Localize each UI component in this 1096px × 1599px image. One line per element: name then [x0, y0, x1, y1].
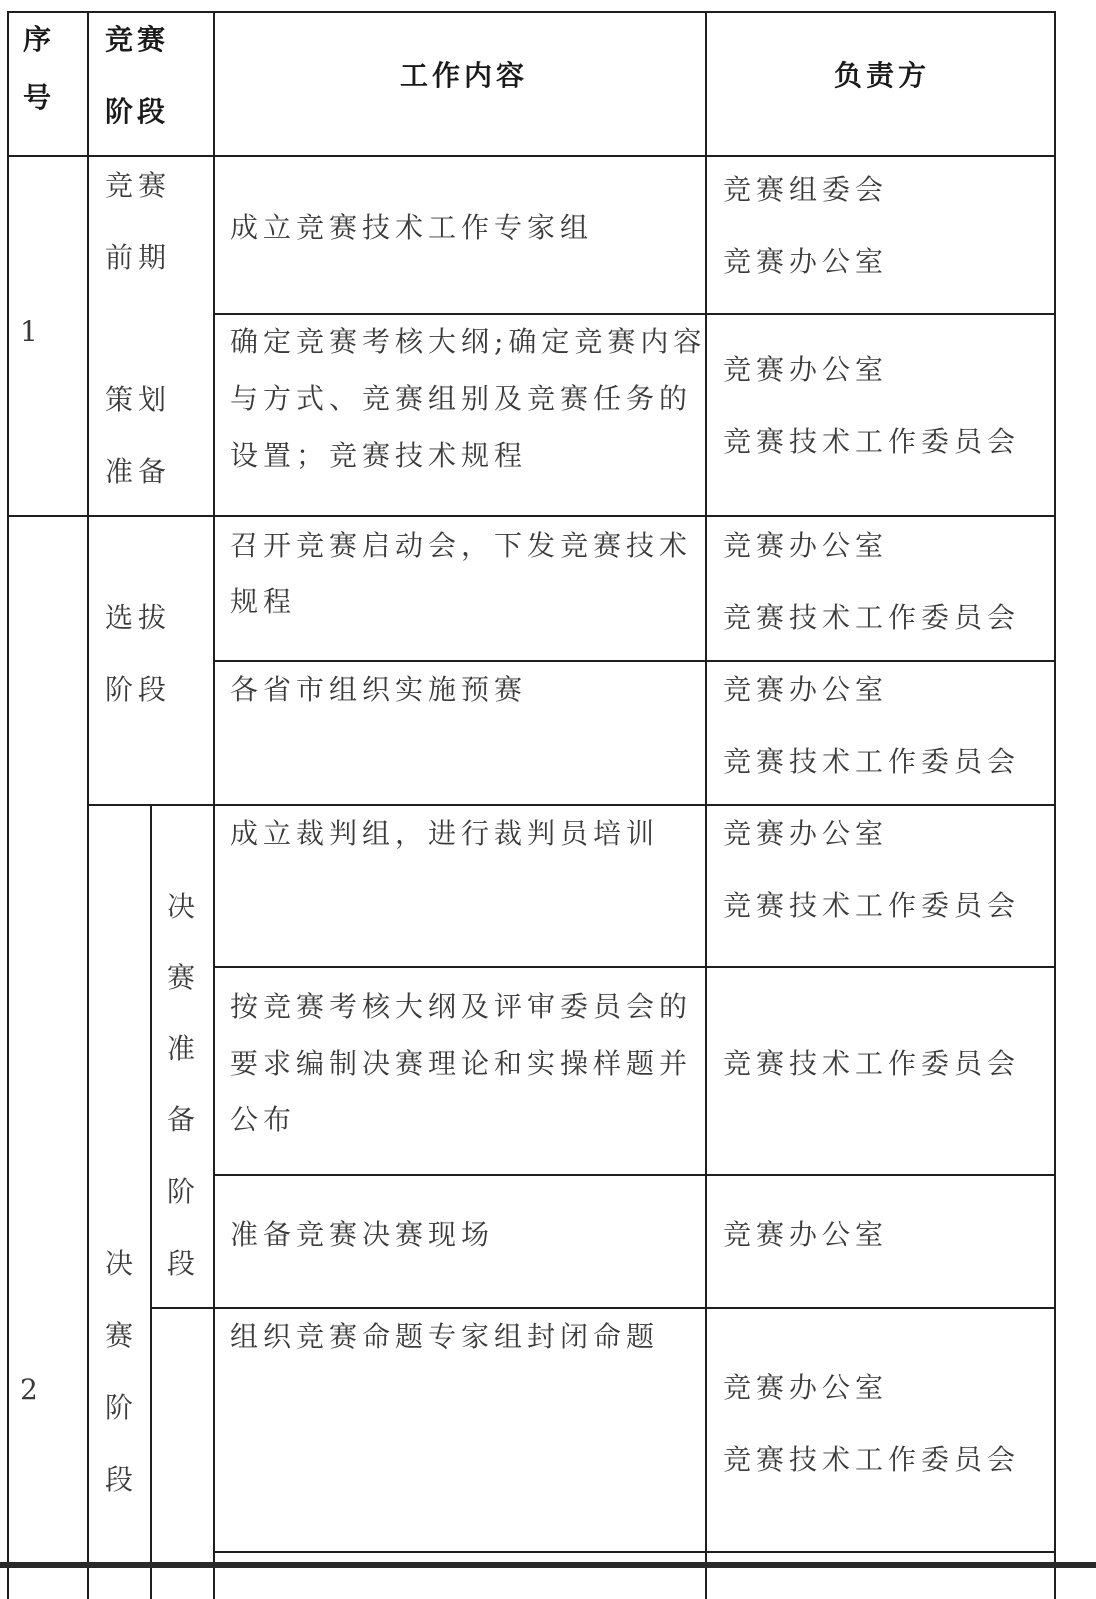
stage-label: 前期	[105, 241, 172, 274]
content-cell: 按竞赛考核大纲及评审委员会的	[230, 990, 693, 1023]
stage-label: 阶段	[105, 673, 172, 706]
content-cell: 组织竞赛命题专家组封闭命题	[230, 1320, 660, 1353]
table-border-top	[7, 11, 1056, 13]
owner-cell: 竞赛技术工作委员会	[723, 1443, 1021, 1476]
stage-label: 选拔	[105, 601, 172, 634]
stage-final-prep-char: 准	[167, 1032, 201, 1065]
stage-final-prep-char: 备	[167, 1103, 201, 1136]
header-content: 工作内容	[400, 59, 529, 92]
stage-final-prep-char: 段	[167, 1247, 201, 1280]
content-cell: 成立裁判组，进行裁判员培训	[230, 817, 660, 850]
stage-final-char: 赛	[105, 1319, 139, 1352]
owner-cell: 竞赛技术工作委员会	[723, 601, 1021, 634]
header-seq-line2: 号	[23, 81, 56, 114]
owner-cell: 竞赛办公室	[723, 353, 889, 386]
row-divider	[213, 966, 1056, 968]
group-divider	[7, 515, 1056, 517]
stage-final-char: 段	[105, 1463, 139, 1496]
header-bottom-line	[7, 155, 1056, 157]
header-stage-line2: 阶段	[105, 95, 170, 128]
row-divider	[213, 660, 1056, 662]
owner-cell: 竞赛技术工作委员会	[723, 1047, 1021, 1080]
header-seq-line1: 序	[23, 23, 56, 56]
stage-label: 竞赛	[105, 169, 172, 202]
row-divider	[150, 1307, 1056, 1309]
header-owner: 负责方	[834, 59, 931, 92]
page-bottom-edge	[0, 1562, 1096, 1568]
content-cell: 成立竞赛技术工作专家组	[230, 211, 594, 244]
seq-number: 2	[20, 1373, 38, 1406]
stage-label: 准备	[105, 455, 172, 488]
header-stage-line1: 竞赛	[105, 23, 170, 56]
row-divider	[87, 804, 1056, 806]
owner-cell: 竞赛办公室	[723, 1218, 889, 1251]
owner-cell: 竞赛技术工作委员会	[723, 745, 1021, 778]
owner-cell: 竞赛技术工作委员会	[723, 889, 1021, 922]
owner-cell: 竞赛办公室	[723, 245, 889, 278]
content-cell: 确定竞赛考核大纲;确定竞赛内容	[230, 325, 707, 358]
stage-final-char: 决	[105, 1247, 139, 1280]
row-divider	[213, 1174, 1056, 1176]
owner-cell: 竞赛技术工作委员会	[723, 425, 1021, 458]
owner-cell: 竞赛办公室	[723, 673, 889, 706]
table-border-left	[7, 11, 9, 1599]
content-cell: 各省市组织实施预赛	[230, 673, 528, 706]
content-cell: 设置；竞赛技术规程	[230, 439, 528, 472]
content-cell: 召开竞赛启动会，下发竞赛技术	[230, 529, 693, 562]
stage-final-prep-char: 阶	[167, 1175, 201, 1208]
owner-cell: 竞赛办公室	[723, 817, 889, 850]
col-divider-subphase	[150, 805, 152, 1599]
row-divider	[213, 313, 1056, 315]
stage-final-char: 阶	[105, 1391, 139, 1424]
content-cell: 准备竞赛决赛现场	[230, 1218, 495, 1251]
stage-final-prep-char: 决	[167, 890, 201, 923]
stage-final-prep-char: 赛	[167, 961, 201, 994]
owner-cell: 竞赛办公室	[723, 529, 889, 562]
seq-number: 1	[20, 315, 38, 348]
row-divider	[213, 1551, 1056, 1553]
stage-label: 策划	[105, 383, 172, 416]
content-cell: 与方式、竞赛组别及竞赛任务的	[230, 382, 693, 415]
content-cell: 公布	[230, 1103, 297, 1136]
content-cell: 规程	[230, 585, 297, 618]
content-cell: 要求编制决赛理论和实操样题并	[230, 1047, 693, 1080]
owner-cell: 竞赛办公室	[723, 1371, 889, 1404]
owner-cell: 竞赛组委会	[723, 173, 889, 206]
